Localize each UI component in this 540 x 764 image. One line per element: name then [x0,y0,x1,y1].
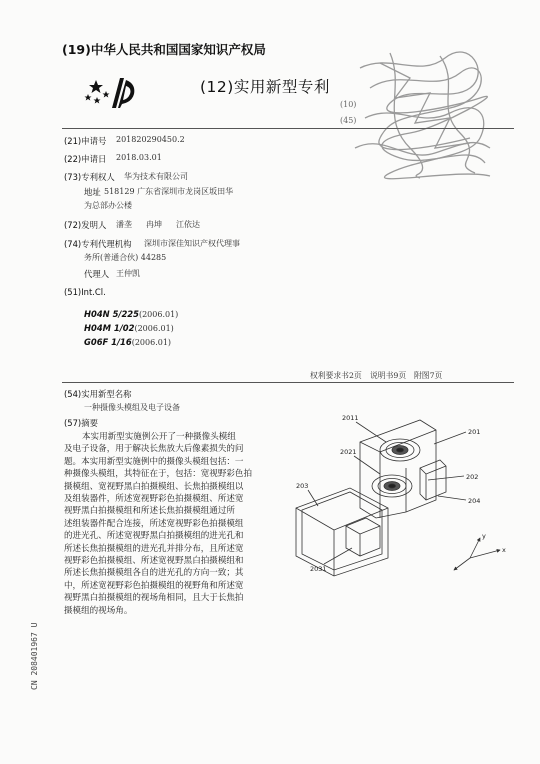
agent-label: 代理人 [84,269,110,279]
agency-line2: 务所(普通合伙) 44285 [84,253,167,262]
address-line1: 518129 广东省深圳市龙岗区坂田华 [104,187,234,196]
address-line2: 为总部办公楼 [84,201,132,210]
figure-label-2021: 2021 [340,448,357,456]
right-code-10: (10) [340,100,357,109]
abstract-line: 种摄像头模组，其特征在于，包括：宽视野彩色拍 [64,469,253,480]
abstract-line: 题。本实用新型实施例中的摄像头模组包括：一 [64,456,244,467]
utility-model-title: 一种摄像头模组及电子设备 [84,403,180,412]
scribble-mark [350,48,500,184]
summary-claims: 权利要求书2页 [310,371,362,380]
intcl-code: H04M 1/02 [84,323,135,333]
abstract-line: 及电子设备，用于解决长焦放大后像素损失的问 [64,444,244,455]
abstract-line: 摄模组的视场角。 [64,605,133,616]
abstract-line: 中，所述宽视野彩色拍摄模组的视野角和所述宽 [64,580,244,591]
abstract-line: 的进光孔、所述宽视野黑白拍摄模组的进光孔和 [64,531,244,542]
inventor-2: 冉坤 [146,220,162,229]
abstract-line: 本实用新型实施例公开了一种摄像头模组 [82,432,236,442]
patentee-label: (73)专利权人 [64,172,115,182]
abstract-line: 摄模组、宽视野黑白拍摄模组、长焦拍摄模组以 [64,481,244,492]
figure-label-204: 204 [468,497,481,505]
filing-date-label: (22)申请日 [64,154,107,164]
abstract-line: 及组装器件，所述宽视野彩色拍摄模组、所述宽 [64,494,244,505]
figure-label-202: 202 [466,473,479,481]
intcl-code: H04N 5/225 [84,309,139,319]
filing-date: 2018.03.01 [116,153,162,162]
abstract-line: 所述长焦拍摄模组各自的进光孔的方向一致；其 [64,568,244,579]
intcl-label: (51)Int.Cl. [64,287,106,297]
agency-line1: 深圳市深佳知识产权代理事 [144,239,240,248]
figure-label-2031: 2031 [310,565,327,573]
axis-label-x: x [502,546,506,554]
agent: 王仲凯 [116,269,140,278]
side-publication-number: CN 208401967 U [30,622,39,690]
intcl-code: G06F 1/16 [84,337,132,347]
abstract-line: 述组装器件配合连接，所述宽视野彩色拍摄模组 [64,518,244,529]
camera-module-drawing [288,408,510,580]
summary-description: 说明书9页 [370,371,407,380]
inventor-1: 潘垄 [116,220,132,229]
app-no: 201820290450.2 [116,135,185,144]
intcl-row [84,330,171,349]
figure-label-2011: 2011 [342,414,359,422]
abstract-text [64,431,272,617]
intcl-date: (2006.01) [131,338,172,347]
document-type: (12)实用新型专利 [200,78,330,96]
patentee: 华为技术有限公司 [124,172,188,181]
address-label: 地址 [84,187,101,197]
intcl-date: (2006.01) [134,324,174,333]
office-name: (19)中华人民共和国国家知识产权局 [62,42,266,57]
app-no-label: (21)申请号 [64,136,107,146]
axis-label-y: y [482,532,486,540]
intcl-date: (2006.01) [138,310,179,319]
title-label: (54)实用新型名称 [64,389,132,399]
abstract-line: 视野黑白拍摄模组和所述长焦拍摄模组通过所 [64,506,235,517]
inventors-label: (72)发明人 [64,220,107,230]
abstract-line: 视野彩色拍摄模组、所述宽视野黑白拍摄模组和 [64,556,244,567]
abstract-line: 视野黑白拍摄模组的视场角相同，且大于长焦拍 [64,593,244,604]
agency-label: (74)专利代理机构 [64,239,132,249]
right-code-45: (45) [340,116,357,125]
summary-drawings: 附图7页 [414,371,443,380]
abstract-line: 所述长焦拍摄模组的进光孔并排分布，且所述宽 [64,543,244,554]
figure-label-201: 201 [468,428,481,436]
abstract-label: (57)摘要 [64,418,98,428]
cnipa-emblem-icon [82,74,146,110]
figure-label-203: 203 [296,482,309,490]
inventor-3: 江依达 [176,220,200,229]
